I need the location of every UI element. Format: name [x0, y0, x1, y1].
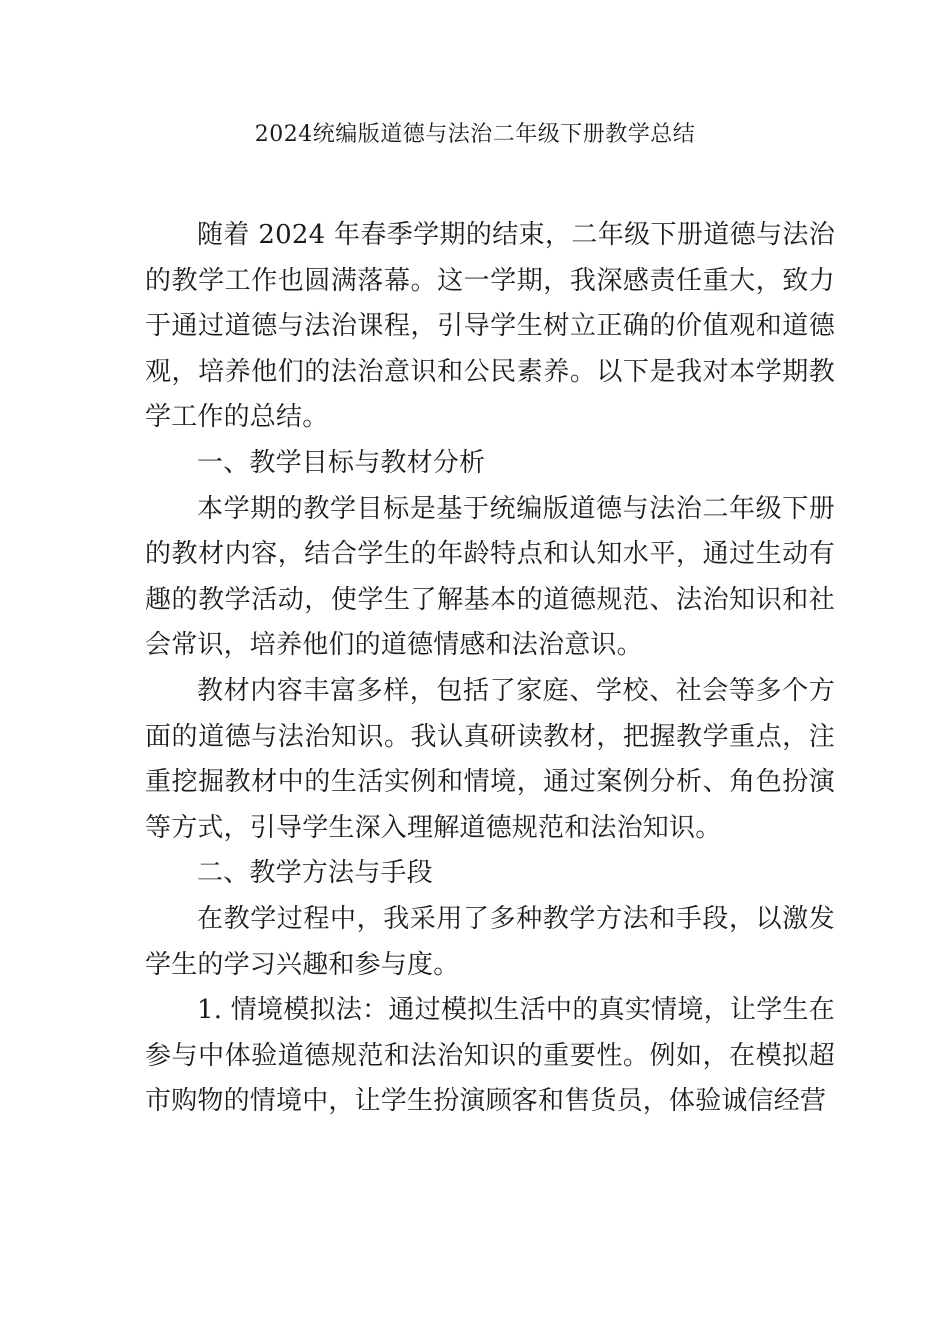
section-heading-1: 一、教学目标与教材分析 [197, 447, 486, 478]
paragraph-materials: 教材内容丰富多样，包括了家庭、学校、社会等多个方面的道德与法治知识。我认真研读教材，把握教学重点，注重挖掘教材中的生活实例和情境，通过案例分析、角色扮演等方式，引导学生深入理解道德规范和法治知识。 [145, 675, 835, 843]
document-title: 2024统编版道德与法治二年级下册教学总结 [254, 122, 696, 147]
paragraph-method-1: 1. 情境模拟法：通过模拟生活中的真实情境，让学生在参与中体验道德规范和法治知识的重要性。例如，在模拟超市购物的情境中，让学生扮演顾客和售货员，体验诚信经营 [145, 995, 835, 1117]
paragraph-goals: 本学期的教学目标是基于统编版道德与法治二年级下册的教材内容，结合学生的年龄特点和认知水平，通过生动有趣的教学活动，使学生了解基本的道德规范、法治知识和社会常识，培养他们的道德情感和法治意识。 [145, 493, 835, 661]
paragraph-intro: 随着 2024 年春季学期的结束，二年级下册道德与法治的教学工作也圆满落幕。这一学期，我深感责任重大，致力于通过道德与法治课程，引导学生树立正确的价值观和道德观，培养他们的法治意识和公民素养。以下是我对本学期教学工作的总结。 [145, 220, 835, 433]
section-heading-2: 二、教学方法与手段 [197, 858, 433, 889]
document-body [145, 213, 835, 1125]
paragraph-methods: 在教学过程中，我采用了多种教学方法和手段，以激发学生的学习兴趣和参与度。 [145, 903, 835, 980]
